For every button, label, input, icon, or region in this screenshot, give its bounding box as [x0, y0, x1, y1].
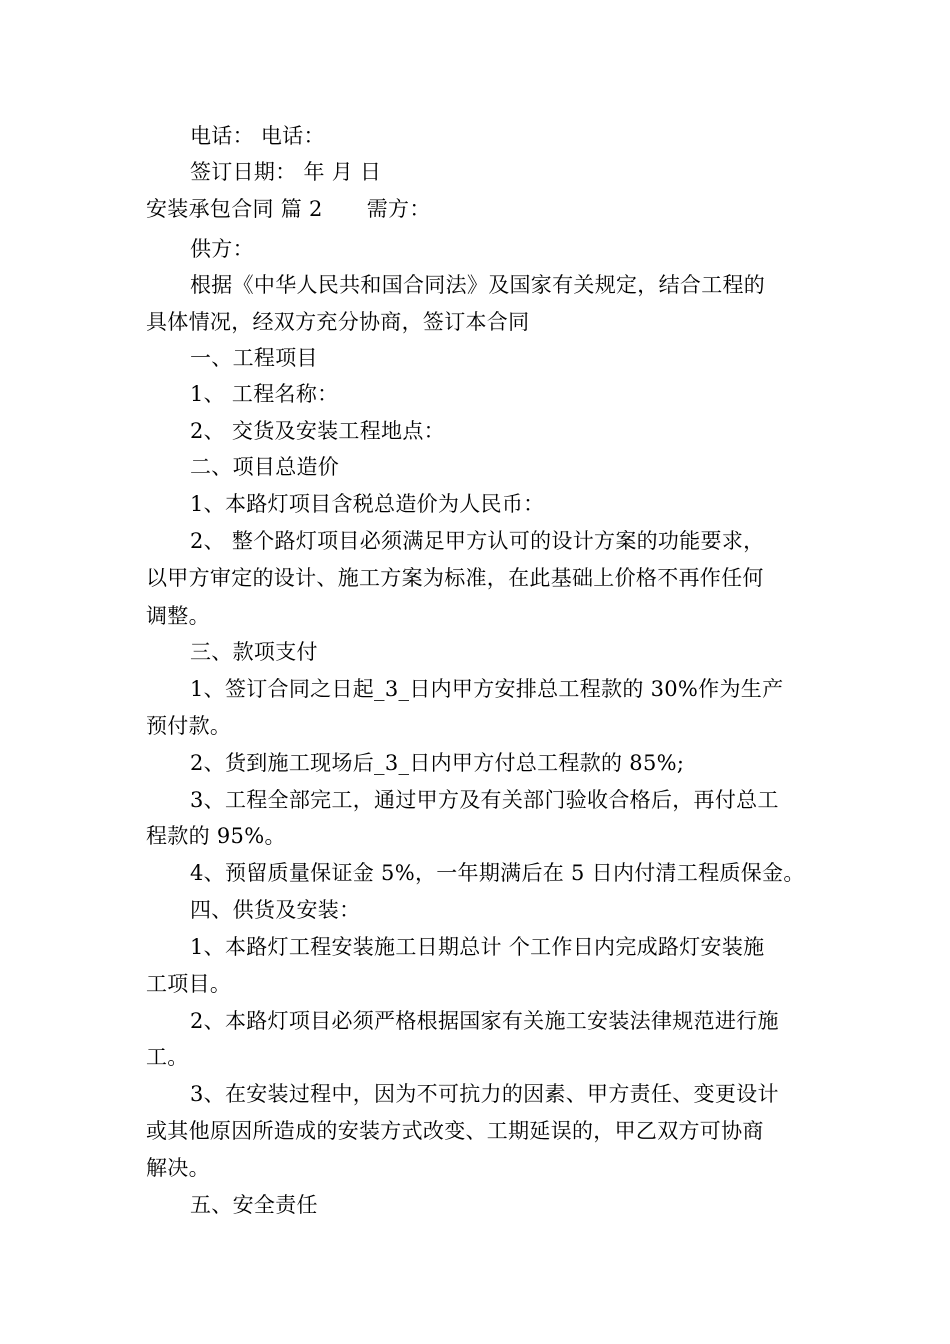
paragraph-line: 1、签订合同之日起_3_日内甲方安排总工程款的 30%作为生产	[190, 677, 784, 701]
section-heading: 四、供货及安装：	[190, 898, 361, 922]
paragraph-line: 1、 工程名称：	[190, 382, 339, 406]
contract-title: 安装承包合同 篇 2	[146, 197, 323, 221]
paragraph-line: 根据《中华人民共和国合同法》及国家有关规定，结合工程的	[190, 273, 766, 297]
paragraph-line: 解决。	[146, 1156, 210, 1180]
paragraph-line: 工。	[146, 1045, 189, 1069]
paragraph-line: 1、本路灯项目含税总造价为人民币：	[190, 492, 545, 516]
paragraph-line: 3、工程全部完工，通过甲方及有关部门验收合格后，再付总工	[190, 788, 779, 812]
paragraph-line: 2、 交货及安装工程地点：	[190, 419, 445, 443]
paragraph-line: 工项目。	[146, 972, 232, 996]
paragraph-line: 调整。	[146, 604, 210, 628]
section-heading: 五、安全责任	[190, 1193, 318, 1217]
text-line-sign-date: 签订日期： 年 月 日	[190, 160, 382, 184]
text-line-phone: 电话： 电话：	[190, 124, 325, 148]
paragraph-line: 3、在安装过程中，因为不可抗力的因素、甲方责任、变更设计	[190, 1082, 779, 1106]
paragraph-line: 4、预留质量保证金 5%，一年期满后在 5 日内付清工程质保金。	[190, 861, 805, 885]
text-line-supplier: 供方：	[190, 237, 254, 261]
section-heading-contract-2	[146, 197, 816, 221]
paragraph-line: 预付款。	[146, 714, 232, 738]
section-heading: 一、工程项目	[190, 346, 318, 370]
paragraph-line: 1、本路灯工程安装施工日期总计 个工作日内完成路灯安装施	[190, 935, 765, 959]
paragraph-line: 2、 整个路灯项目必须满足甲方认可的设计方案的功能要求，	[190, 529, 765, 553]
section-heading: 三、款项支付	[190, 640, 318, 664]
section-heading: 二、项目总造价	[190, 455, 340, 479]
paragraph-line: 2、货到施工现场后_3_日内甲方付总工程款的 85%;	[190, 751, 685, 775]
paragraph-line: 或其他原因所造成的安装方式改变、工期延误的，甲乙双方可协商	[146, 1119, 764, 1143]
buyer-label: 需方：	[366, 197, 431, 221]
paragraph-line: 程款的 95%。	[146, 824, 286, 848]
paragraph-line: 以甲方审定的设计、施工方案为标准，在此基础上价格不再作任何	[146, 566, 764, 590]
paragraph-line: 具体情况，经双方充分协商，签订本合同	[146, 310, 530, 334]
paragraph-line: 2、本路灯项目必须严格根据国家有关施工安装法律规范进行施	[190, 1009, 779, 1033]
